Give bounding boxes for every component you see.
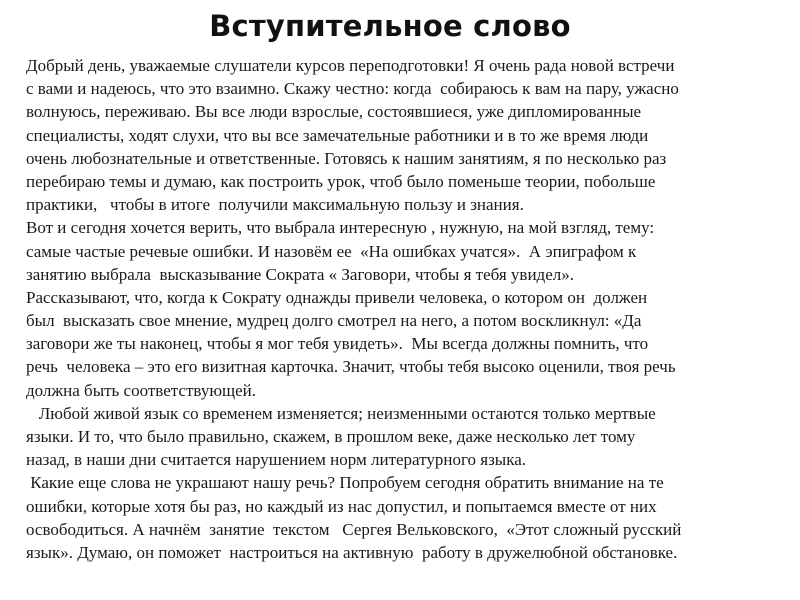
text-line: перебираю темы и думаю, как построить урок, чтоб было поменьше теории, побольше [26,171,656,191]
text-line: Любой живой язык со временем изменяется; неизменными остаются только мертвые [26,403,656,423]
text-line: назад, в наши дни считается нарушением норм литературного языка. [26,450,527,470]
text-line: заговори же ты наконец, чтобы я мог тебя увидеть». Мы всегда должны помнить, что [26,334,649,354]
slide-title: Вступительное слово [209,9,571,43]
text-line: Вот и сегодня хочется верить, что выбрала интересную , нужную, на мой взгляд, тему: [26,218,655,238]
text-line: был высказать свое мнение, мудрец долго смотрел на него, а потом воскликнул: «Да [26,311,642,331]
text-line: практики, чтобы в итоге получили максимальную пользу и знания. [26,195,524,215]
text-line: очень любознательные и ответственные. Готовясь к нашим занятиям, я по несколько раз [26,148,667,168]
text-line: Рассказывают, что, когда к Сократу однажды привели человека, о котором он должен [26,287,648,307]
text-line: специалисты, ходят слухи, что вы все замечательные работники и в то же время люди [26,125,649,145]
text-line: речь человека – это его визитная карточка. Значит, чтобы тебя высоко оценили, твоя речь [26,357,676,377]
text-line: должна быть соответствующей. [26,380,257,400]
text-line: самые частые речевые ошибки. И назовём ее «На ошибках учатся». А эпиграфом к [26,241,637,261]
text-line: Добрый день, уважаемые слушатели курсов переподготовки! Я очень рада новой встречи [26,56,675,75]
text-line: волнуюсь, переживаю. Вы все люди взрослые, состоявшиеся, уже дипломированные [26,102,642,122]
text-line: язык». Думаю, он поможет настроиться на активную работу в дружелюбной обстановке. [26,542,678,562]
text-line: ошибки, которые хотя бы раз, но каждый из нас допустил, и попытаемся вместе от них [26,496,657,516]
text-line: освободиться. А начнём занятие текстом Сергея Вельковского, «Этот сложный русский [26,519,682,539]
text-line: языки. И то, что было правильно, скажем, в прошлом веке, даже несколько лет тому [26,427,636,446]
text-line: Какие еще слова не украшают нашу речь? Попробуем сегодня обратить внимание на те [26,473,664,493]
text-line: с вами и надеюсь, что это взаимно. Скажу честно: когда собираюсь к вам на пару, ужасно [26,79,679,99]
body-text [26,54,796,564]
text-line: занятию выбрала высказывание Сократа « Заговори, чтобы я тебя увидел». [26,264,574,284]
